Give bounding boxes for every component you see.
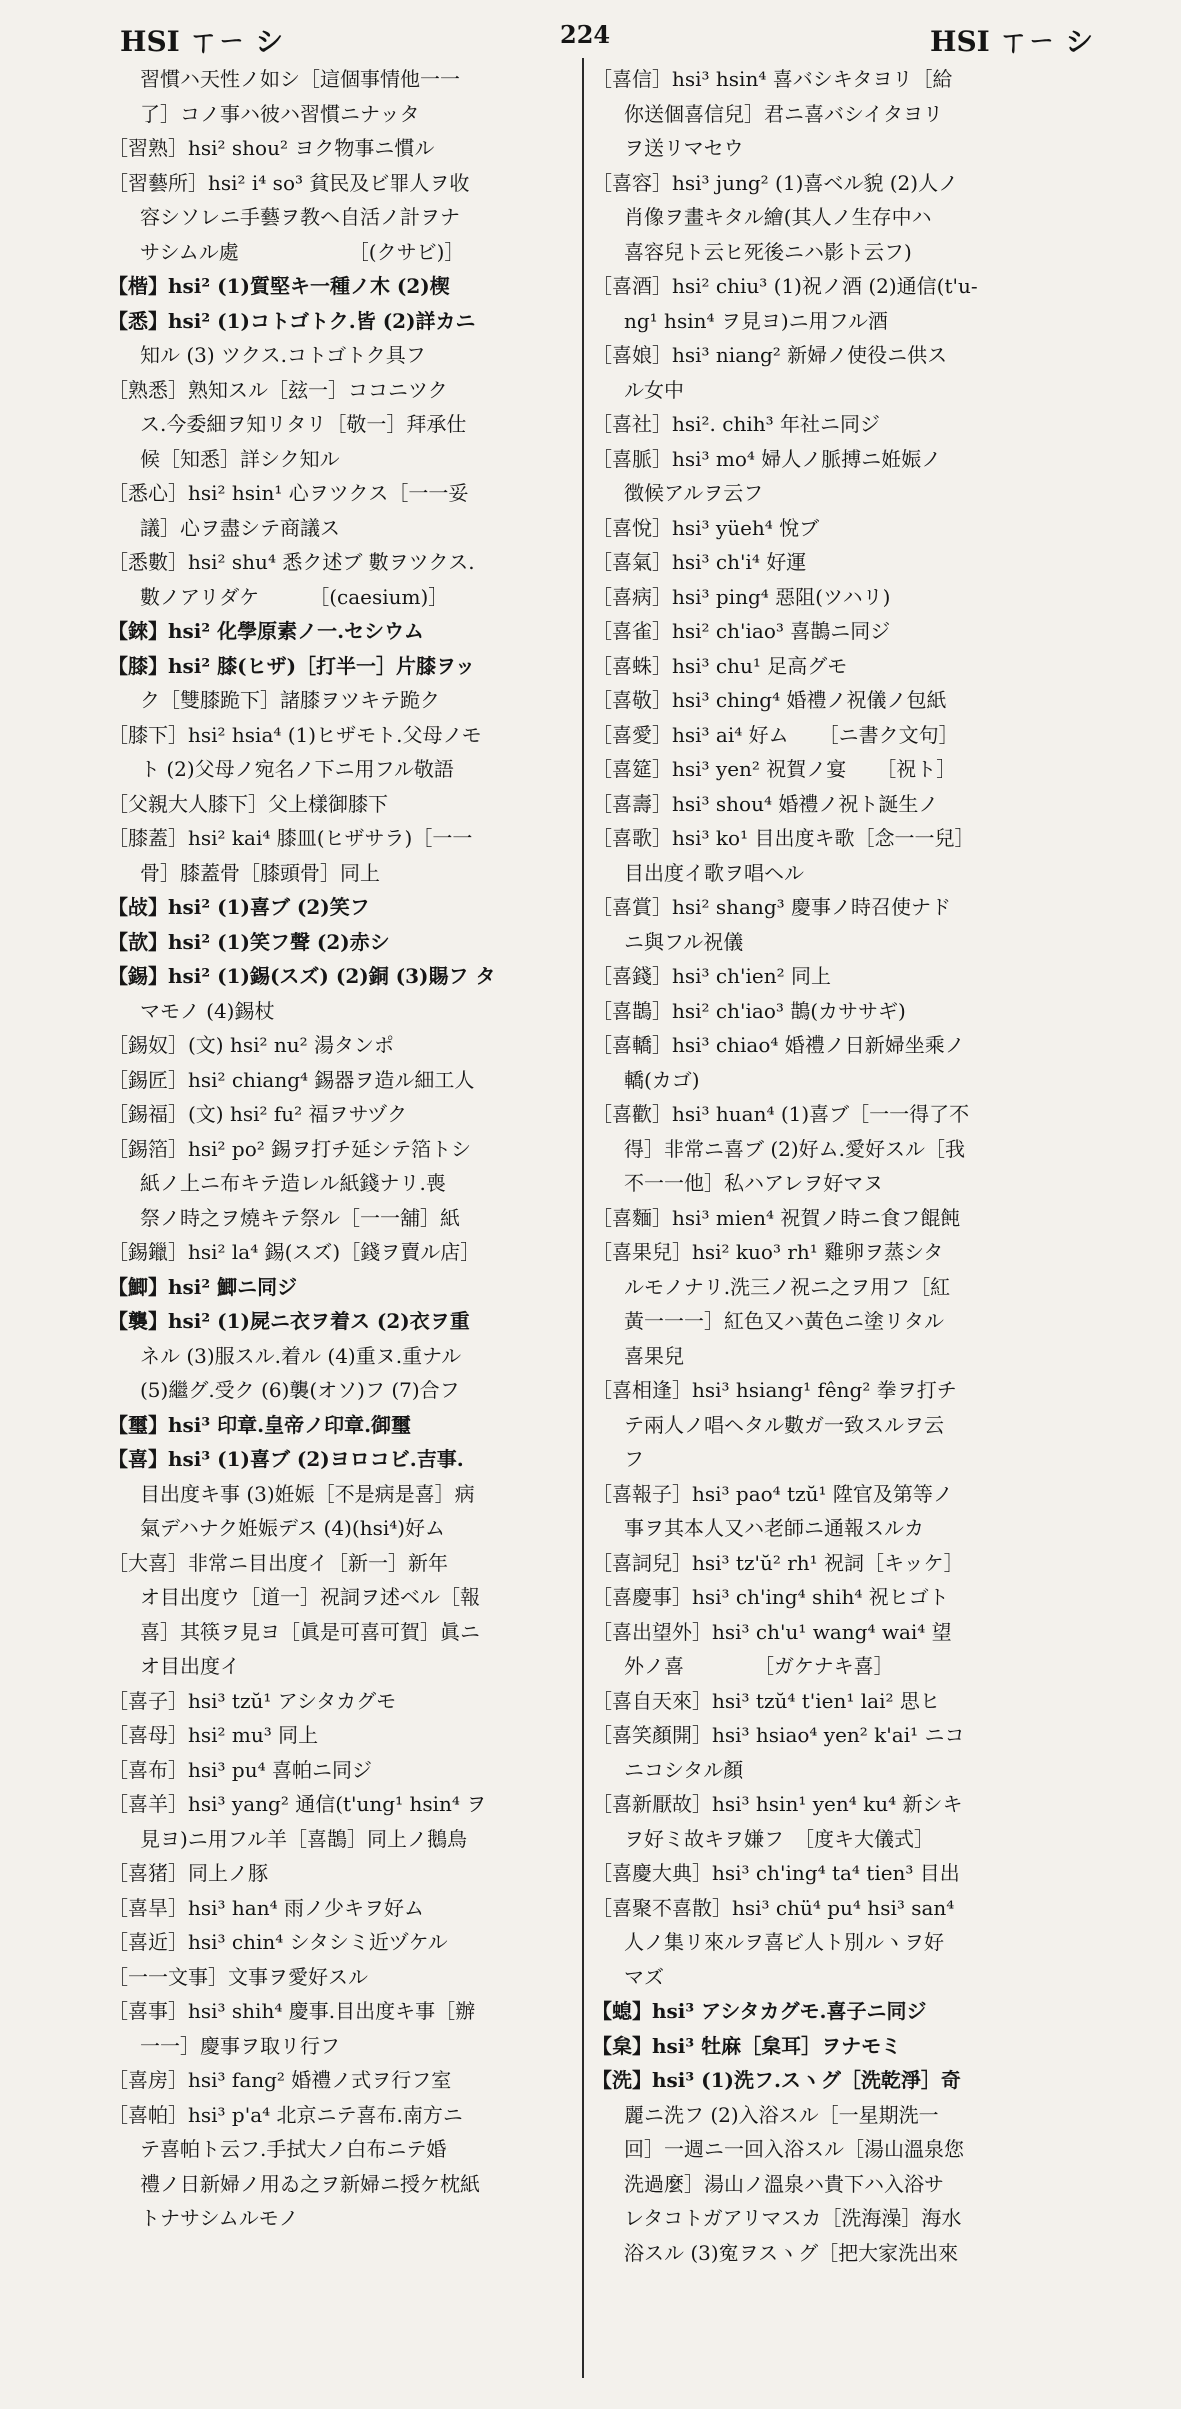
text-line: ［喜酒］hsi² chiu³ (1)祝ノ酒 (2)通信(t'u- <box>592 274 978 298</box>
text-line: ［錫匠］hsi² chiang⁴ 錫器ヲ造ル細工人 <box>108 1067 475 1092</box>
text-line: 【敁】hsi² (1)喜ブ (2)笑フ <box>108 895 370 919</box>
text-line: (5)繼グ.受ク (6)襲(オソ)フ (7)合フ <box>140 1378 460 1402</box>
text-line: 數ノアリダケ ［(caesium)］ <box>140 584 449 609</box>
text-line: ニコシタル顏 <box>624 1757 744 1782</box>
text-line: 黃一一一］紅色又ハ黃色ニ塗リタル <box>624 1309 944 1333</box>
text-line: テ兩人ノ唱ヘタル數ガ一致スルヲ云 <box>624 1412 944 1437</box>
text-line: 習慣ハ天性ノ如シ［這個事情他一一 <box>140 67 460 91</box>
text-line: ［喜娘］hsi³ niang² 新婦ノ使役ニ供ス <box>592 343 948 367</box>
text-line: ［熟悉］熟知スル［玆一］ココニツク <box>108 377 448 402</box>
text-line: ク［雙膝跪下］諸膝ヲツキテ跪ク <box>140 688 440 712</box>
text-line: オ目出度ウ［道一］祝詞ヲ述ベル［報 <box>140 1585 480 1609</box>
text-line: 事ヲ其本人又ハ老師ニ通報スルカ <box>624 1516 924 1540</box>
text-line: レタコトガアリマスカ［洗海澡］海水 <box>624 2206 962 2230</box>
text-line: 【錸】hsi² 化學原素ノ一.セシウム <box>108 619 424 643</box>
text-line: ［喜詞兒］hsi³ tz'ŭ² rh¹ 祝詞［キッケ］ <box>592 1550 964 1575</box>
text-line: 喜容兒ト云ヒ死後ニハ影ト云フ) <box>624 239 912 264</box>
text-line: ［喜帕］hsi³ p'a⁴ 北京ニテ喜布.南方ニ <box>108 2102 463 2127</box>
text-line: 得］非常ニ喜ブ (2)好ム.愛好スル［我 <box>624 1136 966 1161</box>
text-line: 回］一週ニ一回入浴スル［湯山溫泉您 <box>624 2137 964 2161</box>
text-line: ネル (3)服スル.着ル (4)重ヌ.重ナル <box>140 1343 462 1368</box>
text-line: ［喜笑顏開］hsi³ hsiao⁴ yen² k'ai¹ ニコ <box>592 1723 965 1747</box>
text-line: 浴スル (3)寃ヲスヽグ［把大家洗出來 <box>624 2240 959 2265</box>
text-line: ［喜錢］hsi³ ch'ien² 同上 <box>592 964 831 988</box>
text-line: 【鯽】hsi² 鯽ニ同ジ <box>108 1274 298 1299</box>
page-footer <box>0 2388 1181 2394</box>
left-column <box>108 62 578 2236</box>
text-line: ［喜容］hsi³ jung² (1)喜ベル貌 (2)人ノ <box>592 170 959 195</box>
text-line: ［喜自天來］hsi³ tzŭ⁴ t'ien¹ lai² 思ヒ <box>592 1688 940 1713</box>
text-line: 知ル (3) ツクス.コトゴトク具フ <box>140 343 426 367</box>
text-line: 【喜】hsi³ (1)喜ブ (2)ヨロコビ.吉事. <box>108 1447 464 1471</box>
text-line: ［錫奴］(文) hsi² nu² 湯タンポ <box>108 1033 395 1057</box>
text-line: 【洗】hsi³ (1)洗フ.スヽグ［洗乾淨］奇 <box>592 2068 961 2092</box>
text-line: 目出度キ事 (3)姙娠［不是病是喜］病 <box>140 1481 475 1506</box>
text-line: ト (2)父母ノ宛名ノ下ニ用フル敬語 <box>140 757 454 781</box>
text-line: ［習藝所］hsi² i⁴ so³ 貧民及ビ罪人ヲ收 <box>108 170 470 195</box>
text-line: 【襲】hsi² (1)屍ニ衣ヲ着ス (2)衣ヲ重 <box>108 1309 470 1333</box>
text-line: ［喜布］hsi³ pu⁴ 喜帕ニ同ジ <box>108 1757 372 1782</box>
text-line: ［悉心］hsi² hsin¹ 心ヲツクス［一一妥 <box>108 481 469 505</box>
text-line: 喜果兒 <box>624 1343 684 1368</box>
text-line: ニ與フル祝儀 <box>624 929 744 954</box>
text-line: 【枲】hsi³ 牡麻［枲耳］ヲナモミ <box>592 2033 902 2058</box>
text-line: 【悉】hsi² (1)コトゴトク.皆 (2)詳カニ <box>108 308 476 333</box>
header-right: HSI ㄒㄧ シ <box>930 25 1094 58</box>
text-line: ［喜聚不喜散］hsi³ chü⁴ pu⁴ hsi³ san⁴ <box>592 1895 955 1920</box>
text-line: ［喜病］hsi³ ping⁴ 惡阻(ツハリ) <box>592 584 891 609</box>
text-line: 了］コノ事ハ彼ハ習慣ニナッタ <box>140 101 420 126</box>
text-line: 容シソレニ手藝ヲ教ヘ自活ノ計ヲナ <box>140 205 460 229</box>
text-line: 【錫】hsi² (1)錫(スズ) (2)銅 (3)賜フ タ <box>108 964 496 988</box>
text-line: 【欯】hsi² (1)笑フ聲 (2)赤シ <box>108 929 390 954</box>
text-line: ［喜愛］hsi³ ai⁴ 好ム ［ニ書ク文句］ <box>592 722 959 747</box>
text-line: ［錫福］(文) hsi² fu² 福ヲサヅク <box>108 1102 408 1126</box>
text-line: 徴候アルヲ云フ <box>624 481 764 505</box>
text-line: ［喜羊］hsi³ yang² 通信(t'ung¹ hsin⁴ ヲ <box>108 1792 487 1816</box>
text-line: ［喜鵲］hsi² ch'iao³ 鵲(カササギ) <box>592 998 906 1023</box>
text-line: マモノ (4)錫杖 <box>140 998 275 1023</box>
text-line: オ目出度イ <box>140 1654 240 1678</box>
text-line: ス.今委細ヲ知リタリ［敬一］拜承仕 <box>140 412 467 436</box>
text-line: 禮ノ日新婦ノ用ゐ之ヲ新婦ニ授ケ枕紙 <box>140 2171 480 2196</box>
text-line: ［喜相逢］hsi³ hsiang¹ fêng² 拳ヲ打チ <box>592 1378 957 1402</box>
text-line: ［喜雀］hsi² ch'iao³ 喜鵲ニ同ジ <box>592 619 891 643</box>
text-line: 【螅】hsi³ アシタカグモ.喜子ニ同ジ <box>592 1999 927 2023</box>
text-line: ［喜新厭故］hsi³ hsin¹ yen⁴ ku⁴ 新シキ <box>592 1792 963 1816</box>
text-line: ［喜壽］hsi³ shou⁴ 婚禮ノ祝ト誕生ノ <box>592 791 939 816</box>
text-line: 喜］其筷ヲ見ヨ［眞是可喜可賀］眞ニ <box>140 1619 480 1644</box>
text-line: ［喜社］hsi². chih³ 年社ニ同ジ <box>592 412 881 436</box>
text-line: 洗過麼］湯山ノ溫泉ハ貴下ハ入浴サ <box>624 2171 944 2196</box>
text-line: ［喜脈］hsi³ mo⁴ 婦人ノ脈搏ニ姙娠ノ <box>592 446 942 471</box>
text-line: ［喜歌］hsi³ ko¹ 目出度キ歌［念一一兒］ <box>592 826 975 850</box>
text-line: ［膝蓋］hsi² kai⁴ 膝皿(ヒザサラ)［一一 <box>108 826 473 850</box>
text-line: ［喜悅］hsi³ yüeh⁴ 悅ブ <box>592 515 820 540</box>
text-line: 人ノ集リ來ルヲ喜ビ人ト別ルヽヲ好 <box>624 1930 944 1954</box>
text-line: テ喜帕ト云フ.手拭大ノ白布ニテ婚 <box>140 2137 447 2161</box>
text-line: ［喜旱］hsi³ han⁴ 雨ノ少キヲ好ム <box>108 1895 424 1920</box>
text-line: ［習熟］hsi² shou² ヨク物事ニ慣ル <box>108 136 435 160</box>
text-line: ［悉數］hsi² shu⁴ 悉ク述ブ 數ヲツクス. <box>108 550 475 574</box>
text-line: 麗ニ洗フ (2)入浴スル［一星期洗一 <box>624 2102 939 2127</box>
text-line: ［喜慶事］hsi³ ch'ing⁴ shih⁴ 祝ヒゴト <box>592 1585 949 1609</box>
text-line: ［錫箔］hsi² po² 錫ヲ打チ延シテ箔トシ <box>108 1136 472 1161</box>
text-line: 祭ノ時之ヲ燒キテ祭ル［一一舖］紙 <box>140 1205 460 1230</box>
text-line: 紙ノ上ニ布キテ造レル紙錢ナリ.喪 <box>140 1171 446 1195</box>
text-line: ［喜房］hsi³ fang² 婚禮ノ式ヲ行フ室 <box>108 2068 452 2092</box>
text-line: ［喜近］hsi³ chin⁴ シタシミ近ヅケル <box>108 1930 448 1954</box>
text-line: ［喜敬］hsi³ ching⁴ 婚禮ノ祝儀ノ包紙 <box>592 688 947 712</box>
text-line: ［喜慶大典］hsi³ ch'ing⁴ ta⁴ tien³ 目出 <box>592 1861 960 1885</box>
text-line: ［喜母］hsi² mu³ 同上 <box>108 1723 319 1747</box>
text-line: 骨］膝蓋骨［膝頭骨］同上 <box>140 860 380 885</box>
column-divider <box>582 58 584 2378</box>
text-line: 一一］慶事ヲ取リ行フ <box>140 2033 340 2058</box>
text-line: ［喜氣］hsi³ ch'i⁴ 好運 <box>592 550 807 574</box>
text-line: ヲ送リマセウ <box>624 136 744 160</box>
text-line: 轎(カゴ) <box>624 1067 700 1092</box>
text-line: ［一一文事］文事ヲ愛好スル <box>108 1964 368 1989</box>
text-line: 不一一他］私ハアレヲ好マヌ <box>624 1171 884 1195</box>
text-line: ［喜麵］hsi³ mien⁴ 祝賀ノ時ニ食フ餛飩 <box>592 1205 961 1230</box>
text-line: ヲ好ミ故キヲ嫌フ ［度キ大儀式］ <box>624 1826 934 1851</box>
text-line: ［膝下］hsi² hsia⁴ (1)ヒザモト.父母ノモ <box>108 722 482 747</box>
text-line: ［喜報子］hsi³ pao⁴ tzŭ¹ 陞官及第等ノ <box>592 1481 953 1506</box>
right-column <box>592 62 1062 2270</box>
text-line: ［喜轎］hsi³ chiao⁴ 婚禮ノ日新婦坐乘ノ <box>592 1033 965 1057</box>
header-left: HSI ㄒㄧ シ <box>120 25 284 58</box>
text-line: ［喜賞］hsi² shang³ 慶事ノ時召使ナド <box>592 895 952 919</box>
text-line: マズ <box>624 1964 664 1989</box>
text-line: トナサシムルモノ <box>140 2206 299 2230</box>
text-line: ［錫鑞］hsi² la⁴ 錫(スズ)［錢ヲ賣ル店］ <box>108 1240 481 1264</box>
text-line: ng¹ hsin⁴ ヲ見ヨ)ニ用フル酒 <box>624 308 888 333</box>
text-line: ［喜筵］hsi³ yen² 祝賀ノ宴 ［祝ト］ <box>592 757 957 781</box>
text-line: 【膝】hsi² 膝(ヒザ)［打半一］片膝ヲッ <box>108 653 476 678</box>
page-header <box>0 14 1181 58</box>
text-line: 議］心ヲ盡シテ商議ス <box>140 515 340 540</box>
text-line: ［父親大人膝下］父上樣御膝下 <box>108 791 388 816</box>
text-line: 【璽】hsi³ 印章.皇帝ノ印章.御璽 <box>108 1412 412 1437</box>
text-line: 你送個喜信兒］君ニ喜バシイタヨリ <box>624 101 943 126</box>
text-line: 肖像ヲ畫キタル繪(其人ノ生存中ハ <box>624 205 932 229</box>
text-line: 見ヨ)ニ用フル羊［喜鵲］同上ノ鵝鳥 <box>140 1826 468 1851</box>
text-line: ［大喜］非常ニ目出度イ［新一］新年 <box>108 1550 448 1575</box>
text-line: ［喜蛛］hsi³ chu¹ 足高グモ <box>592 653 848 678</box>
text-line: 【楷】hsi² (1)質堅キ一種ノ木 (2)楔 <box>108 274 450 298</box>
text-line: 目出度イ歌ヲ唱ヘル <box>624 860 804 885</box>
text-line: ルモノナリ.洗三ノ祝ニ之ヲ用フ［紅 <box>624 1274 951 1299</box>
text-line: 外ノ喜 ［ガケナキ喜］ <box>624 1654 894 1678</box>
text-line: ［喜果兒］hsi² kuo³ rh¹ 雞卵ヲ蒸シタ <box>592 1240 944 1264</box>
text-line: ［喜事］hsi³ shih⁴ 慶事.目出度キ事［辦 <box>108 1999 476 2023</box>
text-line: ［喜歡］hsi³ huan⁴ (1)喜ブ［一一得了不 <box>592 1102 970 1126</box>
text-line: 候［知悉］詳シク知ル <box>140 446 340 471</box>
page-number: 224 <box>560 20 611 49</box>
text-line: ［喜出望外］hsi³ ch'u¹ wang⁴ wai⁴ 望 <box>592 1619 952 1644</box>
text-line: ［喜信］hsi³ hsin⁴ 喜バシキタヨリ［給 <box>592 67 953 91</box>
text-line: ［喜猪］同上ノ豚 <box>108 1861 268 1885</box>
text-line: ［喜子］hsi³ tzŭ¹ アシタカグモ <box>108 1688 397 1713</box>
text-line: ル女中 <box>624 377 684 402</box>
text-line: 氣デハナク姙娠デス (4)(hsi⁴)好ム <box>140 1516 446 1540</box>
text-line: フ <box>624 1447 644 1471</box>
text-line: サシムル處 ［(クサビ)］ <box>140 239 465 264</box>
